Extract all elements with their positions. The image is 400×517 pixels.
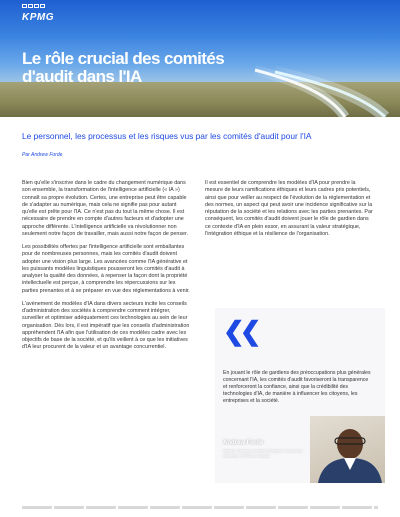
article-subtitle: Le personnel, les processus et les risques vus par les comités d'audit pour l'IA — [22, 131, 312, 141]
author-name: Andrew Forde — [223, 440, 264, 446]
double-chevron-left-icon: ❮❮ — [223, 316, 257, 346]
footer-rule — [22, 506, 378, 509]
logo-text: KPMG — [22, 12, 54, 23]
paragraph: Il est essentiel de comprendre les modèles d'IA pour prendre la mesure de leurs ramifications éthiques et leurs cadres pris potentiels, ainsi que pour veiller au respect de l'évolution de la réglementation et des normes, un aspect qui peut avoir une incidence significative sur la réputation de la société et les relations avec les parties prenantes. Par conséquent, les comités d'audit doivent jouer le rôle de gardien dans ce contexte d'IA en plein essor, en assurant la valeur stratégique, l'intégration éthique et la résilience de l'organisation. — [205, 180, 373, 237]
kpmg-logo-icon — [22, 4, 45, 8]
hero-banner — [0, 0, 400, 117]
author-role: Associé, Services-conseils, Énergie et ressources naturelles, KPMG au Canada — [223, 449, 303, 458]
pull-quote-text: En jouant le rôle de gardiens des préoccupations plus générales concernant l'IA, les comités d'audit favoriseront la transparence et renforceront la confiance, ainsi que la crédibilité des technologies d'IA, de manière à influencer les citoyens, les entreprises et la société. — [223, 370, 371, 405]
left-column — [22, 180, 190, 358]
paragraph: Les possibilités offertes par l'intelligence artificielle sont emballantes pour de nombreuses personnes, mais les comités d'audit doivent adopter une vision plus large. Les avancées comme l'IA générative et les puissants modèles linguistiques pousseront les comités d'audit à analyser la qualité des données, à repenser la façon dont la propriété intellectuelle est perçue, à comprendre les répercussions sur les parties prenantes et à se préparer en vue des réglementations à venir. — [22, 244, 190, 294]
page-title: Le rôle crucial des comités d'audit dans l'IA — [22, 49, 225, 86]
article-byline: Par Andrew Forde — [22, 152, 63, 158]
right-column — [205, 180, 375, 244]
author-photo — [310, 416, 385, 483]
pull-quote-card — [215, 308, 385, 483]
paragraph: L'avènement de modèles d'IA dans divers secteurs incite les conseils d'administration des sociétés à comprendre comment intégrer, surveiller et optimiser adéquatement ces technologies au sein de leur organisation. Dès lors, il est impératif que les conseils d'administration appréhendent l'IA afin que l'utilisation de ces modèles cadre avec les objectifs de base de la société, et qu'ils veillent à ce que les initiatives d'IA leur procurent de la valeur et un avantage concurrentiel. — [22, 300, 190, 351]
author-portrait — [310, 416, 385, 483]
paragraph: Bien qu'elle s'inscrive dans le cadre du changement numérique dans son ensemble, la transformation de l'intelligence artificielle (« IA ») connaît sa propre évolution. Certes, une entreprise peut être capable de s'adapter au numérique, mais cela ne signifie pas pour autant qu'elle est prête pour l'IA. Ce n'est pas du tout la même chose. Il est nécessaire de prendre en compte d'autres facteurs et d'adopter une approche différente. L'intelligence artificielle va révolutionner non seulement notre façon de travailler, mais aussi notre façon de penser. — [22, 180, 189, 237]
